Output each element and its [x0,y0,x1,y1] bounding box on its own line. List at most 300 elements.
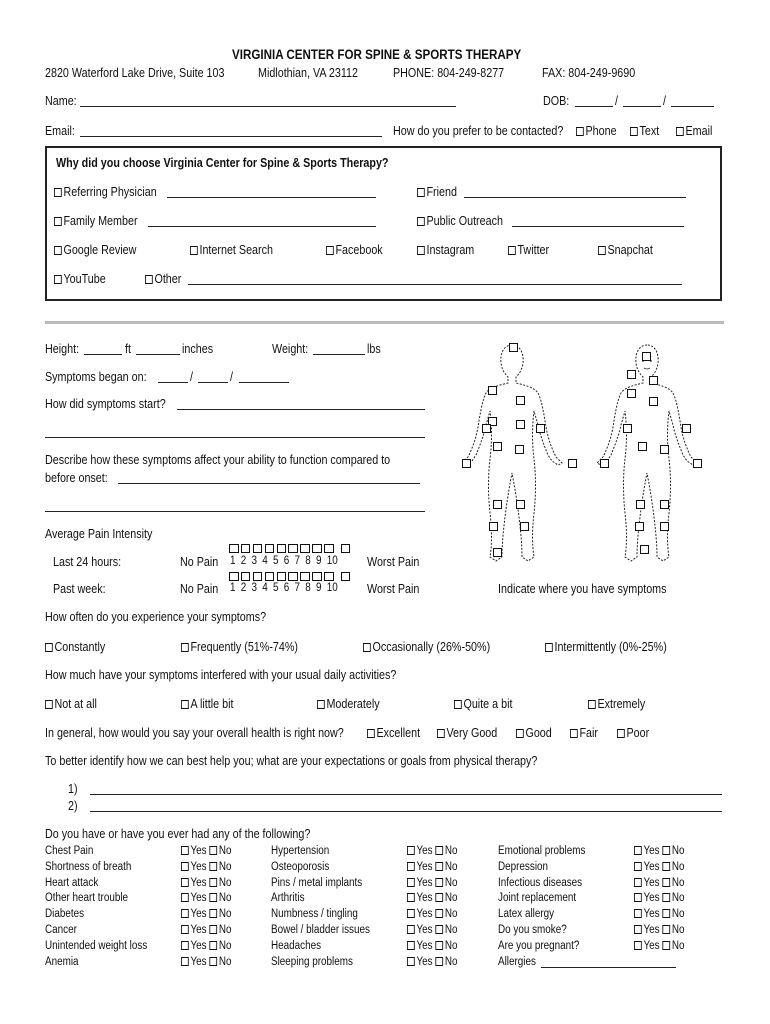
body-region-checkbox[interactable] [649,376,658,385]
name-field[interactable] [80,93,456,107]
body-region-checkbox[interactable] [623,424,632,433]
no-label: No [444,955,458,968]
pain-level-number: 3 [251,582,258,594]
pain-level-checkbox[interactable] [312,572,322,582]
yes-label: Yes [190,892,207,905]
pain-level-checkbox[interactable] [241,572,251,582]
weight-label: Weight: [272,342,309,356]
goal-1-field[interactable] [90,781,722,795]
pain-level-checkbox[interactable] [277,544,287,554]
history-yes-no[interactable] [181,861,231,873]
history-yes-no[interactable] [407,861,457,873]
body-region-checkbox[interactable] [489,522,498,531]
contact-pref-label: How do you prefer to be contacted? [393,124,564,138]
worst-pain-label-1: Worst Pain [367,555,420,569]
symptom-year-field[interactable] [239,369,289,383]
no-label: No [671,876,685,889]
yes-checkbox[interactable] [407,941,415,950]
pain-level-checkbox[interactable] [300,572,310,582]
goal-1-label: 1) [68,782,78,796]
checkbox-icon[interactable] [190,246,198,255]
history-condition-label: Heart attack [45,876,99,889]
interference-little-bit[interactable]: A little bit [181,697,233,711]
yes-checkbox[interactable] [181,925,189,934]
history-condition-label: Arthritis [271,892,305,905]
pain-level-number: 5 [273,582,279,594]
health-poor[interactable]: Poor [617,726,649,740]
pain-level-number: 1 [230,555,236,567]
body-region-checkbox[interactable] [682,424,691,433]
no-pain-label-1: No Pain [180,555,219,569]
goal-2-field[interactable] [90,798,722,812]
past-week-label: Past week: [53,582,106,596]
pain-level-checkbox[interactable] [277,572,287,582]
checkbox-icon[interactable] [181,643,189,652]
history-yes-no[interactable] [181,845,231,857]
history-yes-no[interactable] [407,940,457,952]
yes-checkbox[interactable] [634,925,642,934]
pain-level-number: 9 [316,555,322,567]
checkbox-icon[interactable] [516,729,524,738]
body-region-checkbox[interactable] [660,522,669,531]
no-label: No [218,845,232,857]
pain-level-number: 9 [316,582,322,594]
pain-level-number: 2 [240,582,247,594]
pain-scale-24h-boxes[interactable] [229,541,353,555]
pain-level-number: 7 [294,555,301,567]
no-label: No [218,908,232,921]
no-checkbox[interactable] [209,893,217,902]
no-pain-label-2: No Pain [180,582,219,596]
no-checkbox[interactable] [662,941,670,950]
no-label: No [444,892,458,905]
yes-checkbox[interactable] [181,941,189,950]
history-condition-label: Other heart trouble [45,892,129,905]
history-condition-label: Are you pregnant? [498,939,580,952]
checkbox-icon[interactable] [576,127,584,136]
dob-day-field[interactable] [623,93,661,107]
history-yes-no[interactable] [181,908,231,920]
history-condition-label: Shortness of breath [45,860,132,873]
inches-label: inches [182,342,214,356]
history-condition-label: Numbness / tingling [271,908,358,921]
history-condition-label: Hypertension [271,845,330,857]
body-region-checkbox[interactable] [509,343,518,352]
allergies-field[interactable] [541,955,676,968]
body-region-checkbox[interactable] [638,442,647,451]
checkbox-icon[interactable] [437,729,445,738]
history-condition-label: Diabetes [45,908,85,921]
no-label: No [444,860,458,873]
health-excellent[interactable]: Excellent [367,726,420,740]
no-checkbox[interactable] [209,862,217,871]
yes-label: Yes [190,924,207,936]
interference-moderately[interactable]: Moderately [317,697,380,711]
yes-checkbox[interactable] [634,893,642,902]
pain-level-checkbox[interactable] [253,572,263,582]
health-good[interactable]: Good [516,726,552,740]
history-condition-label: Cancer [45,924,77,936]
pain-level-checkbox[interactable] [341,572,351,582]
no-checkbox[interactable] [435,862,443,871]
history-condition-label: Latex allergy [498,908,555,921]
checkbox-icon[interactable] [54,246,62,255]
body-region-checkbox[interactable] [693,459,702,468]
body-region-checkbox[interactable] [568,459,577,468]
pain-level-checkbox[interactable] [253,544,263,554]
section-divider [45,321,724,324]
frequency-intermittently[interactable]: Intermittently (0%-25%) [545,640,667,654]
interference-quite-a-bit[interactable]: Quite a bit [454,697,512,711]
history-yes-no[interactable] [407,845,457,857]
history-yes-no[interactable] [407,924,457,936]
yes-checkbox[interactable] [181,957,189,966]
other-field[interactable] [188,271,682,285]
checkbox-icon[interactable] [676,127,684,136]
body-region-checkbox[interactable] [642,352,651,361]
height-ft-field[interactable] [84,341,122,355]
history-condition-label: Headaches [271,939,322,952]
no-checkbox[interactable] [662,893,670,902]
body-region-checkbox[interactable] [516,396,525,405]
yes-label: Yes [190,939,207,952]
pain-level-checkbox[interactable] [312,544,322,554]
checkbox-icon[interactable] [617,729,625,738]
body-region-checkbox[interactable] [627,370,636,379]
health-fair[interactable]: Fair [570,726,598,740]
no-checkbox[interactable] [662,862,670,871]
no-checkbox[interactable] [209,846,217,855]
history-question: Do you have or have you ever had any of the following? [45,827,311,841]
describe-label-2: before onset: [45,471,108,485]
history-yes-no[interactable] [407,908,457,920]
history-yes-no[interactable] [634,892,684,904]
facebook-option[interactable]: Facebook [326,243,383,257]
no-checkbox[interactable] [435,909,443,918]
history-condition-label: Emotional problems [498,845,586,857]
checkbox-icon[interactable] [417,217,425,226]
pain-level-checkbox[interactable] [324,572,334,582]
checkbox-icon[interactable] [181,700,189,709]
symptom-day-field[interactable] [198,369,228,383]
interference-extremely[interactable]: Extremely [588,697,645,711]
yes-label: Yes [416,939,433,952]
frequency-occasionally[interactable]: Occasionally (26%-50%) [363,640,490,654]
no-label: No [218,924,232,936]
yes-checkbox[interactable] [634,941,642,950]
pain-scale-week-numbers [230,582,341,594]
checkbox-icon[interactable] [454,700,462,709]
checkbox-icon[interactable] [417,188,425,197]
yes-checkbox[interactable] [181,893,189,902]
yes-label: Yes [416,876,433,889]
other-option[interactable]: Other [145,272,181,286]
checkbox-icon[interactable] [145,275,153,284]
checkbox-icon[interactable] [326,246,334,255]
referring-physician-field[interactable] [167,184,376,198]
checkbox-icon[interactable] [508,246,516,255]
pain-level-number: 3 [251,555,258,567]
history-yes-no[interactable] [634,908,684,920]
pain-level-number: 2 [240,555,247,567]
pain-level-checkbox[interactable] [341,544,351,554]
pain-level-checkbox[interactable] [288,544,298,554]
history-condition-label: Do you smoke? [498,924,567,936]
pain-title: Average Pain Intensity [45,527,153,541]
how-start-label: How did symptoms start? [45,397,166,411]
email-label: Email: [45,124,75,138]
contact-phone-option[interactable]: Phone [576,124,617,138]
yes-checkbox[interactable] [181,878,189,887]
pain-level-checkbox[interactable] [265,572,275,582]
yes-checkbox[interactable] [181,909,189,918]
internet-search-option[interactable]: Internet Search [190,243,273,257]
body-region-checkbox[interactable] [660,500,669,509]
yes-checkbox[interactable] [181,846,189,855]
pain-level-checkbox[interactable] [229,572,239,582]
yes-checkbox[interactable] [634,846,642,855]
pain-level-number: 1 [230,582,236,594]
frequency-frequently[interactable]: Frequently (51%-74%) [181,640,298,654]
history-yes-no[interactable] [634,845,684,857]
clinic-address: 2820 Waterford Lake Drive, Suite 103 [45,66,225,80]
yes-checkbox[interactable] [407,878,415,887]
pain-level-number: 8 [305,582,311,594]
family-member-field[interactable] [148,213,376,227]
yes-checkbox[interactable] [407,957,415,966]
history-yes-no[interactable] [181,877,231,889]
checkbox-icon[interactable] [417,246,425,255]
pain-level-checkbox[interactable] [229,544,239,554]
history-yes-no[interactable] [634,861,684,873]
describe-label-1: Describe how these symptoms affect your ability to function compared to [45,453,391,467]
history-yes-no[interactable] [634,940,684,952]
history-condition-label: Bowel / bladder issues [271,924,370,936]
frequency-constantly[interactable]: Constantly [45,640,105,654]
yes-label: Yes [643,908,660,921]
checkbox-icon[interactable] [317,700,325,709]
checkbox-icon[interactable] [570,729,578,738]
clinic-title: VIRGINIA CENTER FOR SPINE & SPORTS THERAPY [232,47,522,62]
pain-level-number: 6 [283,582,290,594]
no-label: No [444,845,458,857]
pain-level-number: 6 [283,555,290,567]
history-condition-label: Joint replacement [498,892,577,905]
history-yes-no[interactable] [407,892,457,904]
no-checkbox[interactable] [435,846,443,855]
pain-level-checkbox[interactable] [288,572,298,582]
history-yes-no[interactable] [181,940,231,952]
body-caption: Indicate where you have symptoms [498,582,667,596]
name-label: Name: [45,94,77,108]
weight-field[interactable] [313,341,365,355]
dob-sep-2: / [663,94,666,108]
checkbox-icon[interactable] [598,246,606,255]
referring-physician-option[interactable]: Referring Physician [54,185,157,199]
pain-level-checkbox[interactable] [265,544,275,554]
history-condition-label: Osteoporosis [271,860,330,873]
twitter-option[interactable]: Twitter [508,243,549,257]
goals-question: To better identify how we can best help you; what are your expectations or goals from physical therapy? [45,754,538,768]
history-yes-no[interactable] [181,956,231,968]
history-yes-no[interactable] [407,877,457,889]
body-region-checkbox[interactable] [516,420,525,429]
yes-label: Yes [643,860,660,873]
yes-label: Yes [643,924,660,936]
yes-label: Yes [416,955,433,968]
no-label: No [671,924,685,936]
checkbox-icon[interactable] [54,188,62,197]
symptoms-began-label: Symptoms began on: [45,370,147,384]
describe-field-2[interactable] [45,498,425,512]
snapchat-option[interactable]: Snapchat [598,243,653,257]
body-region-checkbox[interactable] [600,459,609,468]
yes-label: Yes [416,860,433,873]
yes-checkbox[interactable] [634,878,642,887]
google-review-option[interactable]: Google Review [54,243,136,257]
body-region-checkbox[interactable] [462,459,471,468]
yes-checkbox[interactable] [181,862,189,871]
yes-checkbox[interactable] [407,909,415,918]
no-checkbox[interactable] [435,893,443,902]
pain-level-number: 4 [262,582,268,594]
history-yes-no[interactable] [181,892,231,904]
no-checkbox[interactable] [209,925,217,934]
no-label: No [444,876,458,889]
body-region-checkbox[interactable] [636,500,645,509]
no-label: No [444,908,458,921]
no-label: No [218,955,232,968]
body-region-checkbox[interactable] [516,500,525,509]
history-yes-no[interactable] [634,877,684,889]
no-checkbox[interactable] [435,878,443,887]
yes-label: Yes [643,892,660,905]
history-yes-no[interactable] [181,924,231,936]
describe-field[interactable] [118,470,420,484]
yes-label: Yes [190,860,207,873]
contact-text-option[interactable]: Text [630,124,659,138]
no-checkbox[interactable] [209,878,217,887]
yes-checkbox[interactable] [407,862,415,871]
yes-label: Yes [190,908,207,921]
body-region-checkbox[interactable] [482,424,491,433]
no-label: No [671,892,685,905]
no-checkbox[interactable] [662,925,670,934]
lbs-label: lbs [367,342,381,356]
pain-level-checkbox[interactable] [324,544,334,554]
history-condition-label: Infectious diseases [498,876,583,889]
how-start-field-2[interactable] [45,424,425,438]
no-label: No [444,939,458,952]
checkbox-icon[interactable] [45,643,53,652]
yes-checkbox[interactable] [407,846,415,855]
no-label: No [218,892,232,905]
pain-level-checkbox[interactable] [300,544,310,554]
how-start-field[interactable] [177,396,425,410]
body-region-checkbox[interactable] [520,522,529,531]
body-region-checkbox[interactable] [515,445,524,454]
public-outreach-option[interactable]: Public Outreach [417,214,503,228]
body-region-checkbox[interactable] [660,445,669,454]
interference-not-at-all[interactable]: Not at all [45,697,97,711]
checkbox-icon[interactable] [545,643,553,652]
pain-level-checkbox[interactable] [241,544,251,554]
no-checkbox[interactable] [209,957,217,966]
email-field[interactable] [80,123,382,137]
instagram-option[interactable]: Instagram [417,243,474,257]
yes-label: Yes [190,845,207,857]
yes-label: Yes [643,939,660,952]
youtube-option[interactable]: YouTube [54,272,106,286]
pain-level-number: 7 [294,582,301,594]
checkbox-icon[interactable] [588,700,596,709]
body-region-checkbox[interactable] [493,442,502,451]
no-checkbox[interactable] [209,909,217,918]
ft-label: ft [125,342,131,356]
dob-year-field[interactable] [671,93,714,107]
body-region-checkbox[interactable] [635,522,644,531]
dob-month-field[interactable] [575,93,613,107]
body-region-checkbox[interactable] [649,397,658,406]
family-member-option[interactable]: Family Member [54,214,138,228]
no-checkbox[interactable] [662,846,670,855]
height-in-field[interactable] [136,341,180,355]
body-region-checkbox[interactable] [536,424,545,433]
body-region-checkbox[interactable] [488,386,497,395]
no-checkbox[interactable] [662,909,670,918]
body-diagram [450,335,720,575]
checkbox-icon[interactable] [363,643,371,652]
symptom-month-field[interactable] [158,369,188,383]
history-yes-no[interactable] [407,956,457,968]
yes-checkbox[interactable] [634,862,642,871]
public-outreach-field[interactable] [512,213,684,227]
no-checkbox[interactable] [435,925,443,934]
no-checkbox[interactable] [435,941,443,950]
yes-checkbox[interactable] [407,893,415,902]
checkbox-icon[interactable] [630,127,638,136]
yes-checkbox[interactable] [634,909,642,918]
body-region-checkbox[interactable] [640,545,649,554]
health-question: In general, how would you say your overall health is right now? [45,726,344,740]
checkbox-icon[interactable] [367,729,375,738]
clinic-fax: FAX: 804-249-9690 [542,66,636,80]
history-yes-no[interactable] [634,924,684,936]
history-condition-label: Pins / metal implants [271,876,363,889]
no-checkbox[interactable] [662,878,670,887]
friend-field[interactable] [464,184,686,198]
body-region-checkbox[interactable] [627,389,636,398]
checkbox-icon[interactable] [45,700,53,709]
body-region-checkbox[interactable] [493,500,502,509]
yes-label: Yes [643,845,660,857]
contact-email-option[interactable]: Email [676,124,712,138]
checkbox-icon[interactable] [54,275,62,284]
no-checkbox[interactable] [209,941,217,950]
yes-label: Yes [190,955,207,968]
dob-label: DOB: [543,94,570,108]
checkbox-icon[interactable] [54,217,62,226]
clinic-city: Midlothian, VA 23112 [258,66,359,80]
yes-checkbox[interactable] [407,925,415,934]
no-label: No [444,924,458,936]
no-checkbox[interactable] [435,957,443,966]
health-very-good[interactable]: Very Good [437,726,497,740]
pain-scale-week-boxes[interactable] [229,569,353,583]
goal-2-label: 2) [68,799,78,813]
friend-option[interactable]: Friend [417,185,457,199]
body-region-checkbox[interactable] [493,548,502,557]
